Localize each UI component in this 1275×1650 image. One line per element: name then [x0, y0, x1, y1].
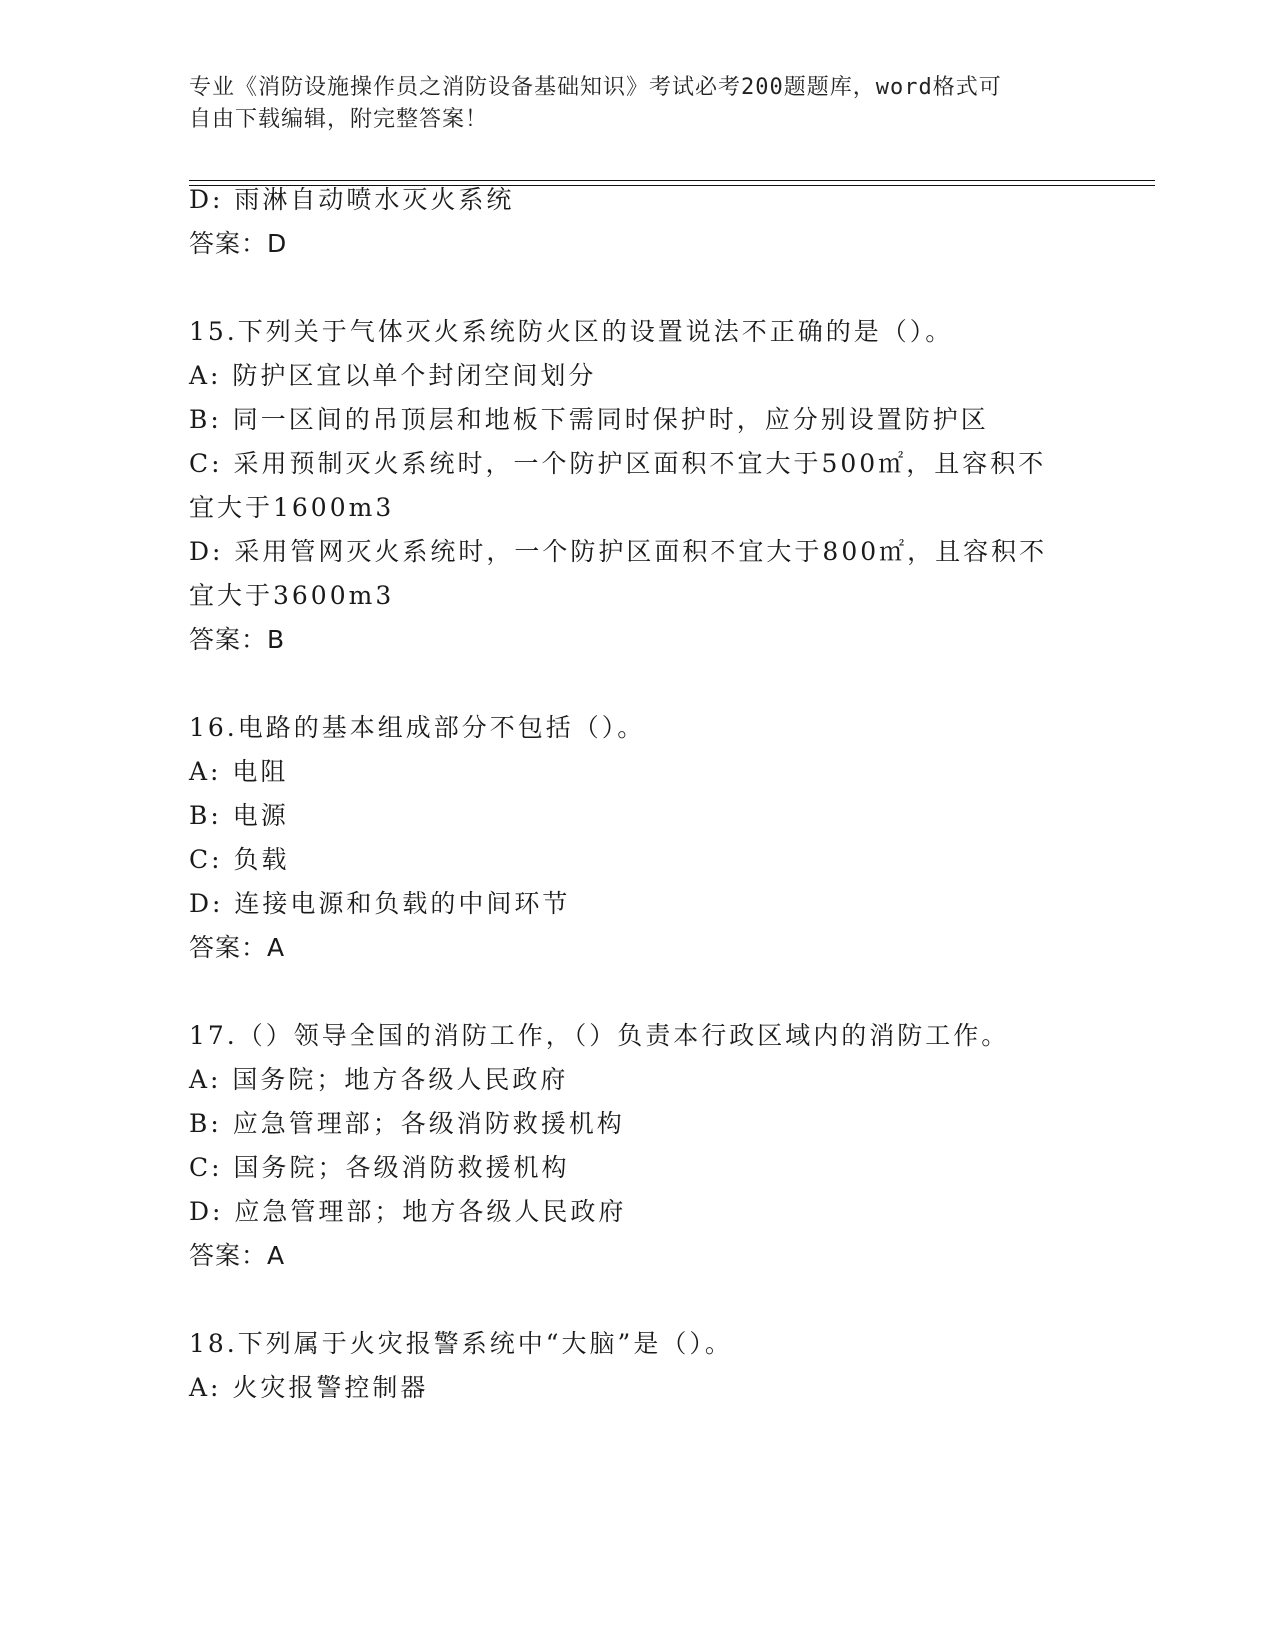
q16-option-b: B: 电源	[189, 801, 289, 830]
q16-option-a: A: 电阻	[189, 757, 289, 786]
q17-option-c: C: 国务院；各级消防救援机构	[189, 1153, 570, 1182]
page-header	[189, 72, 1069, 136]
q16-question: 16.电路的基本组成部分不包括（）。	[189, 713, 646, 742]
q17-option-b: B: 应急管理部；各级消防救援机构	[189, 1109, 625, 1138]
q15-answer: 答案：B	[189, 625, 286, 654]
q15-option-c-line-2: 宜大于1600m3	[189, 493, 395, 522]
q15-option-b: B: 同一区间的吊顶层和地板下需同时保护时，应分别设置防护区	[189, 405, 989, 434]
q14-answer: 答案：D	[189, 229, 288, 258]
q18-option-a: A: 火灾报警控制器	[189, 1373, 429, 1402]
q17-answer: 答案：A	[189, 1241, 286, 1270]
q15-question: 15.下列关于气体灭火系统防火区的设置说法不正确的是（）。	[189, 317, 954, 346]
header-title-line-1: 专业《消防设施操作员之消防设备基础知识》考试必考200题题库，word格式可	[189, 75, 1002, 100]
header-divider-top	[189, 180, 1155, 181]
q16-answer: 答案：A	[189, 933, 286, 962]
q16-option-d: D: 连接电源和负载的中间环节	[189, 889, 571, 918]
q15-option-c-line-1: C: 采用预制灭火系统时，一个防护区面积不宜大于500㎡，且容积不	[189, 449, 1047, 478]
q15-option-d-line-2: 宜大于3600m3	[189, 581, 395, 610]
q18-question: 18.下列属于火灾报警系统中“大脑”是（）。	[189, 1329, 733, 1358]
q16-option-c: C: 负载	[189, 845, 290, 874]
q17-option-d: D: 应急管理部；地方各级人民政府	[189, 1197, 627, 1226]
q17-question: 17.（）领导全国的消防工作，（）负责本行政区域内的消防工作。	[189, 1021, 1010, 1050]
header-title-line-2: 自由下载编辑，附完整答案！	[189, 107, 489, 132]
q15-option-d-line-1: D: 采用管网灭火系统时，一个防护区面积不宜大于800㎡，且容积不	[189, 537, 1048, 566]
q17-option-a: A: 国务院；地方各级人民政府	[189, 1065, 569, 1094]
q15-option-a: A: 防护区宜以单个封闭空间划分	[189, 361, 597, 390]
q14-option-d: D: 雨淋自动喷水灭火系统	[189, 185, 515, 214]
